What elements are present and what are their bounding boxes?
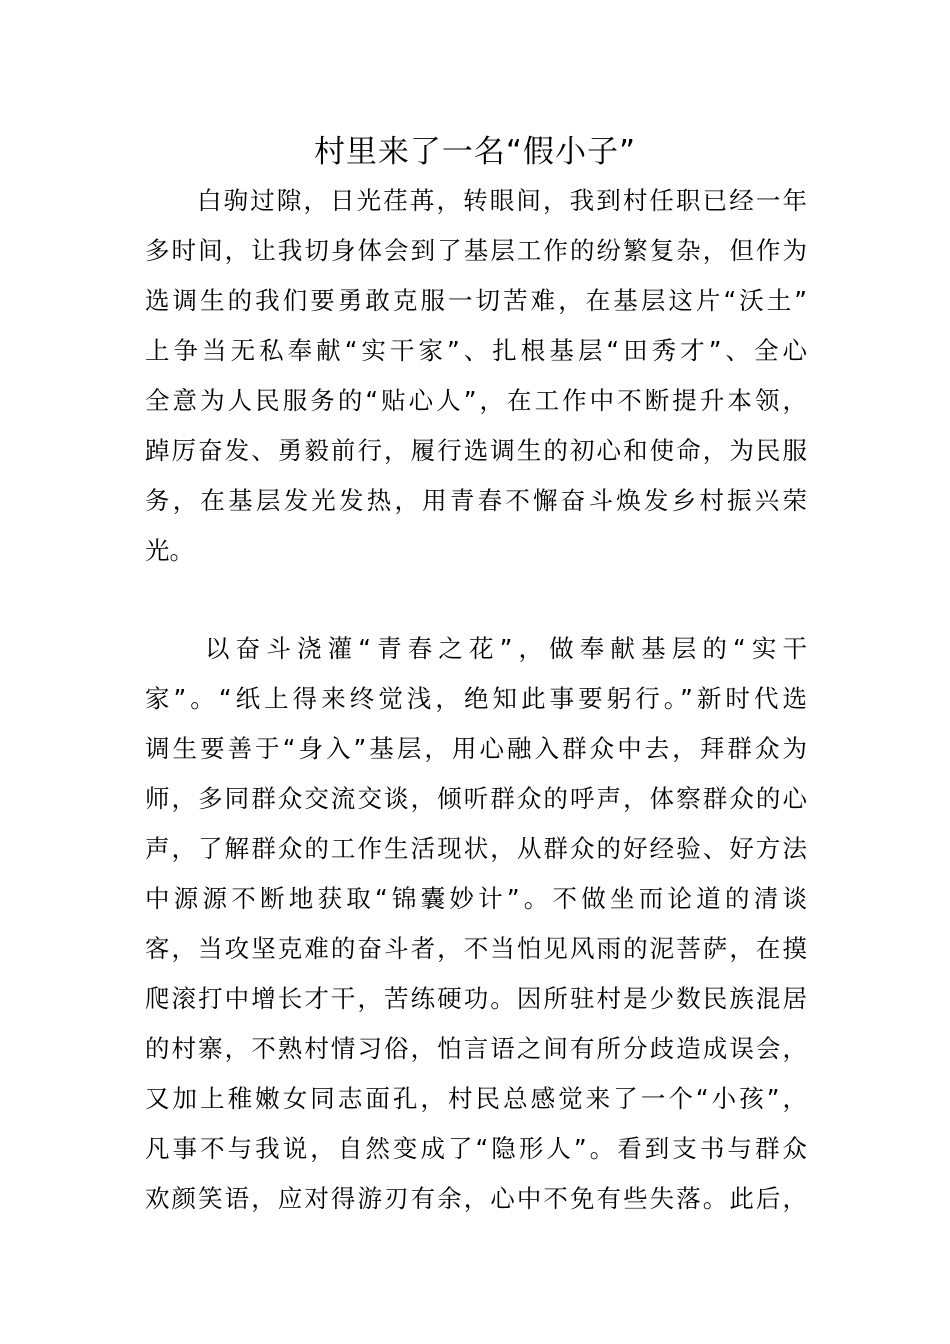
paragraph-2-line-11: 凡事不与我说，自然变成了“隐形人”。看到支书与群众 bbox=[145, 1134, 807, 1163]
paragraph-2-line-9: 的村寨，不熟村情习俗，怕言语之间有所分歧造成误会， bbox=[145, 1034, 807, 1063]
paragraph-2-line-2: 家”。“纸上得来终觉浅，绝知此事要躬行。”新时代选 bbox=[145, 684, 807, 713]
paragraph-1-line-4: 上争当无私奉献“实干家”、扎根基层“田秀才”、全心 bbox=[145, 336, 807, 365]
paragraph-1-line-2: 多时间，让我切身体会到了基层工作的纷繁复杂，但作为 bbox=[145, 236, 807, 265]
paragraph-2-line-12: 欢颜笑语，应对得游刃有余，心中不免有些失落。此后， bbox=[145, 1184, 807, 1213]
document-title: 村里来了一名“假小子” bbox=[313, 134, 637, 170]
paragraph-2-line-1: 以奋斗浇灌“青春之花”，做奉献基层的“实干 bbox=[205, 634, 807, 663]
paragraph-2-line-10: 又加上稚嫩女同志面孔，村民总感觉来了一个“小孩”， bbox=[145, 1084, 807, 1113]
paragraph-1-line-7: 务，在基层发光发热，用青春不懈奋斗焕发乡村振兴荣 bbox=[145, 486, 807, 515]
paragraph-1-line-5: 全意为人民服务的“贴心人”，在工作中不断提升本领， bbox=[145, 386, 807, 415]
paragraph-2-line-6: 中源源不断地获取“锦囊妙计”。不做坐而论道的清谈 bbox=[145, 884, 807, 913]
paragraph-2-line-5: 声，了解群众的工作生活现状，从群众的好经验、好方法 bbox=[145, 834, 807, 863]
paragraph-2-line-8: 爬滚打中增长才干，苦练硬功。因所驻村是少数民族混居 bbox=[145, 984, 807, 1013]
paragraph-2-line-4: 师，多同群众交流交谈，倾听群众的呼声，体察群众的心 bbox=[145, 784, 807, 813]
paragraph-1-line-6: 踔厉奋发、勇毅前行，履行选调生的初心和使命，为民服 bbox=[145, 436, 807, 465]
paragraph-1-line-3: 选调生的我们要勇敢克服一切苦难，在基层这片“沃土” bbox=[145, 286, 807, 315]
paragraph-1-line-8: 光。 bbox=[145, 536, 194, 565]
paragraph-2-line-7: 客，当攻坚克难的奋斗者，不当怕见风雨的泥菩萨，在摸 bbox=[145, 934, 807, 963]
paragraph-2-line-3: 调生要善于“身入”基层，用心融入群众中去，拜群众为 bbox=[145, 734, 807, 763]
paragraph-1-line-1: 白驹过隙，日光荏苒，转眼间，我到村任职已经一年 bbox=[197, 186, 807, 215]
